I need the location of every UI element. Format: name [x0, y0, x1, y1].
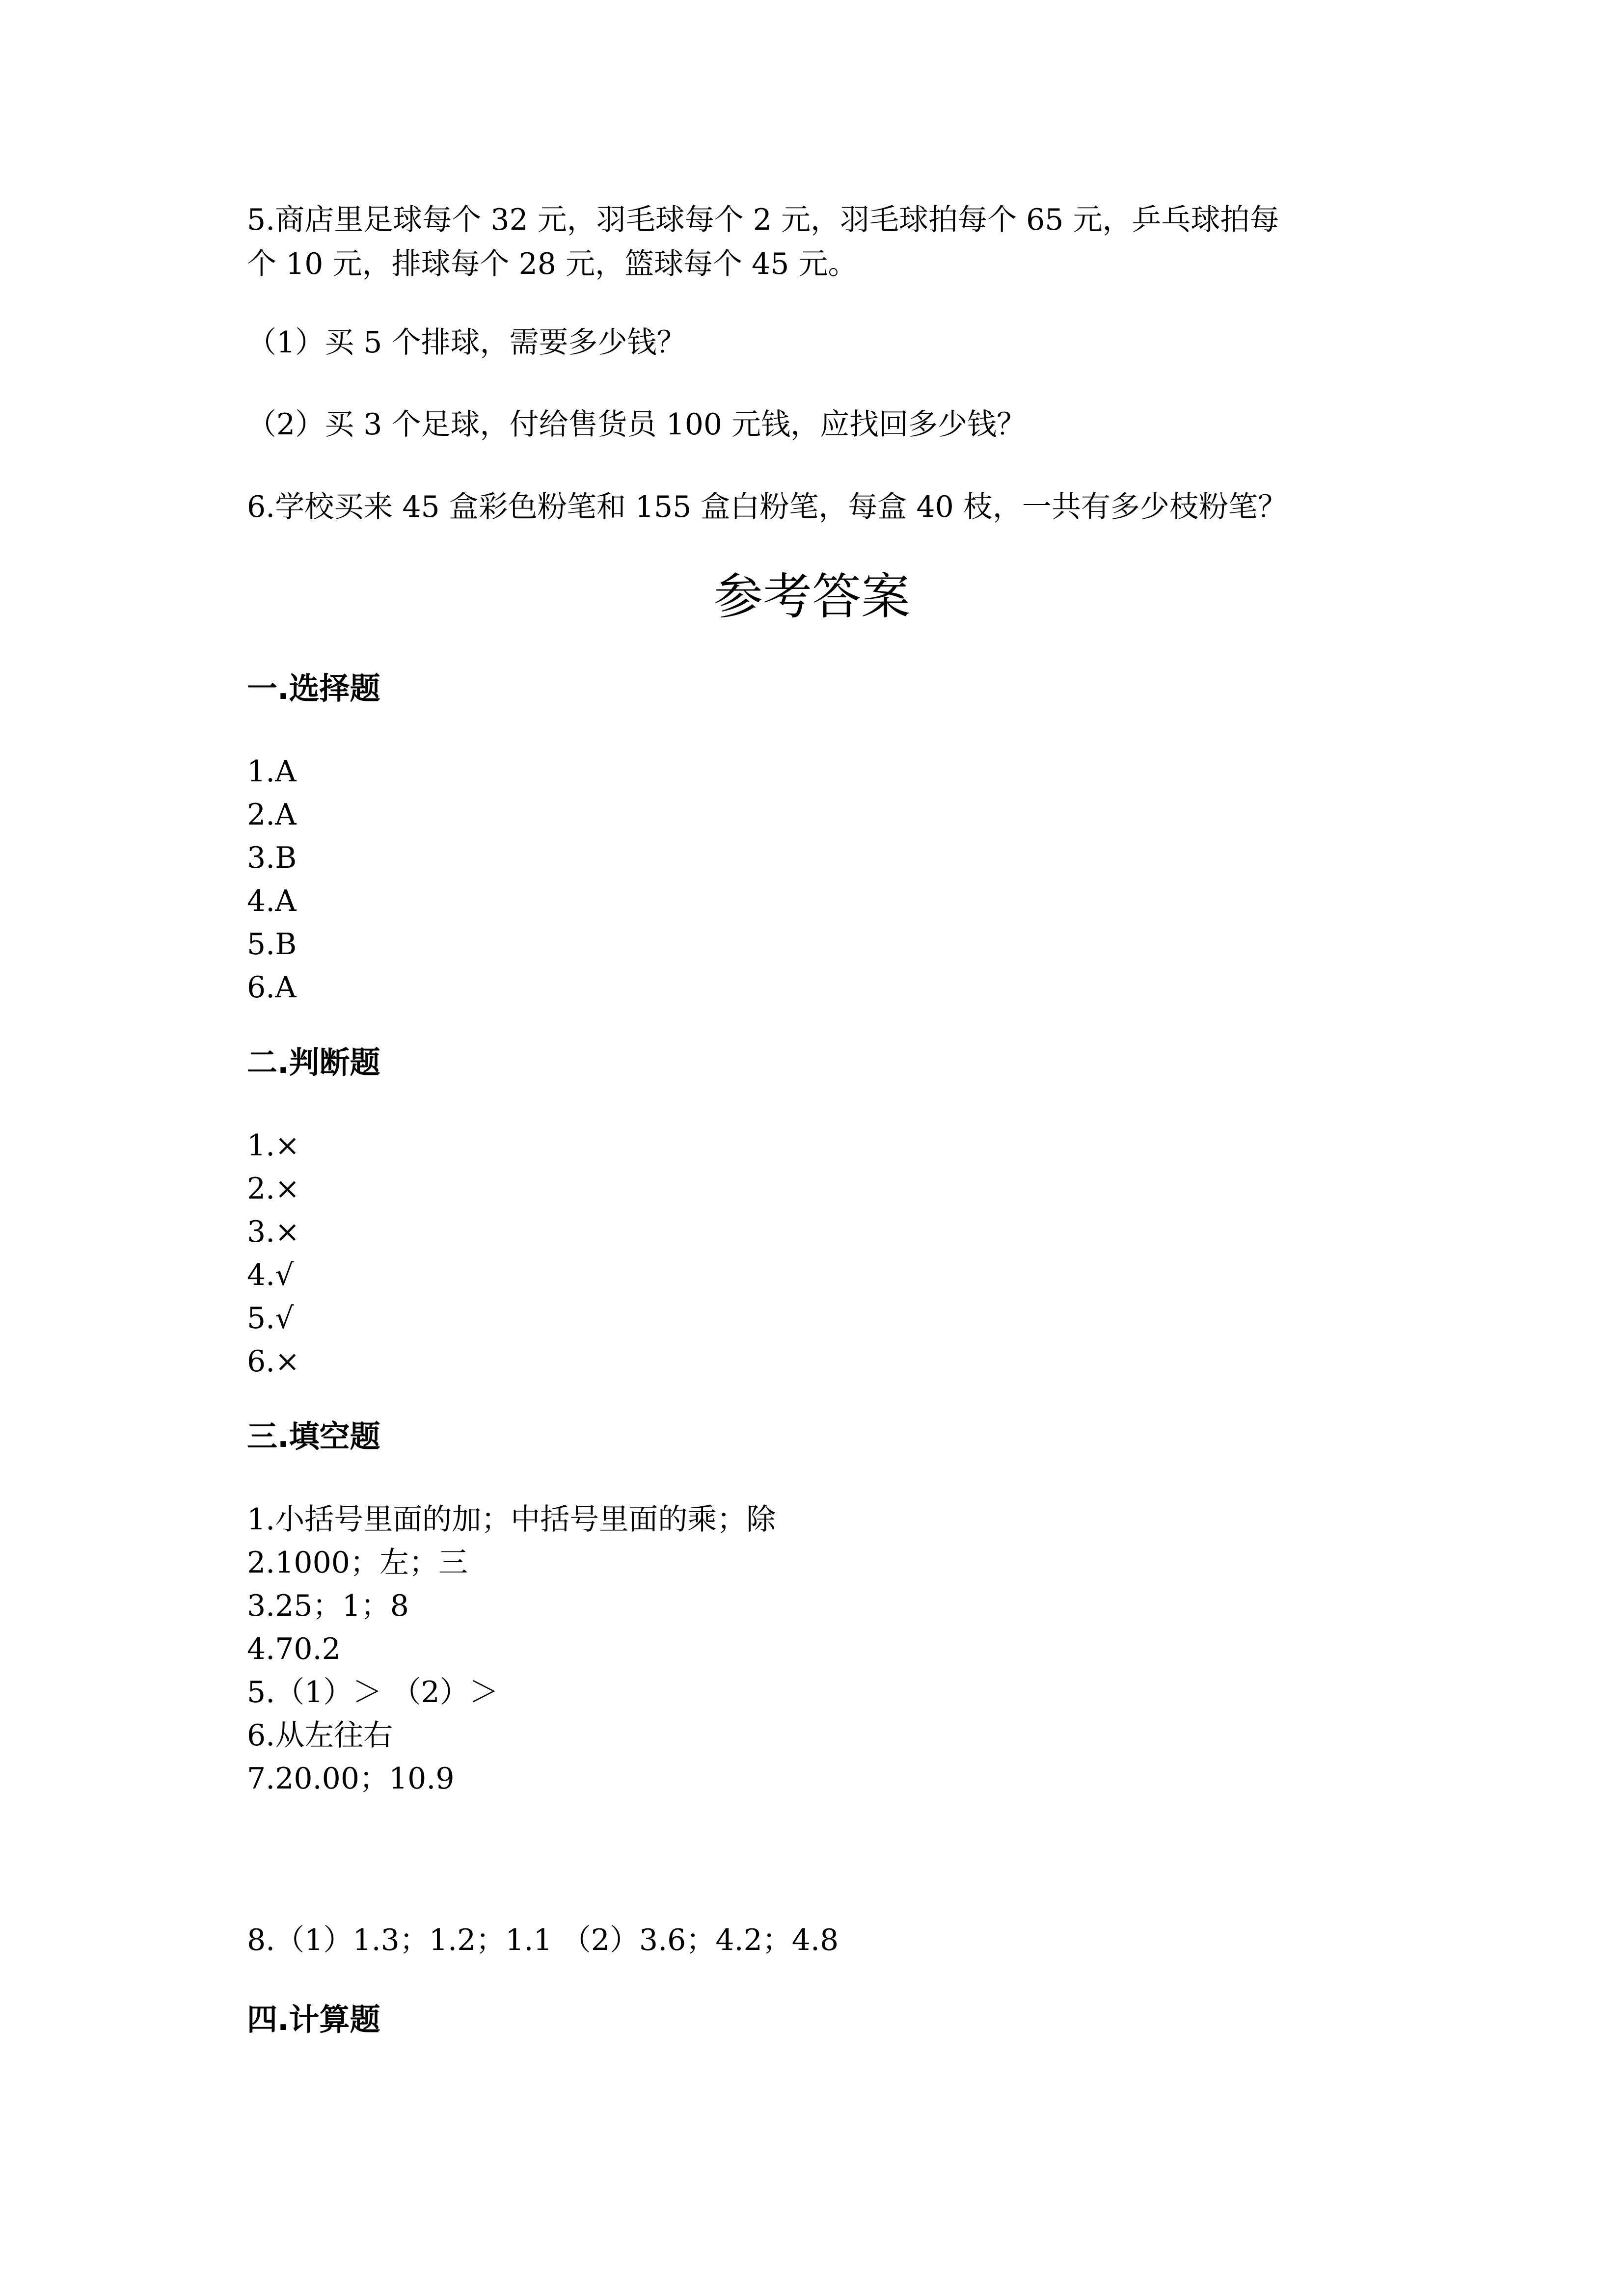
answer-item: 5.B: [247, 927, 297, 961]
question-6: 6.学校买来 45 盒彩色粉笔和 155 盒白粉笔，每盒 40 枝，一共有多少枝粉笔？: [247, 490, 1287, 524]
answer-item: 3.25；1；8: [247, 1589, 409, 1623]
section-heading-calculation: 四.计算题: [247, 2002, 380, 2037]
answer-item: 6.×: [247, 1344, 300, 1379]
section-heading-fill-blank: 三.填空题: [247, 1418, 380, 1454]
answer-item: 2.1000；左；三: [247, 1546, 468, 1580]
answer-item: 6.A: [247, 970, 297, 1005]
answer-item: 4.A: [247, 884, 297, 918]
answer-title: 参考答案: [714, 568, 910, 625]
answer-item: 1.×: [247, 1128, 300, 1163]
question-5-line-2: 个 10 元，排球每个 28 元，篮球每个 45 元。: [247, 247, 858, 281]
answer-item: 3.B: [247, 841, 297, 875]
answer-item: 5.（1）＞ （2）＞: [247, 1675, 499, 1709]
answer-item: 7.20.00；10.9: [247, 1762, 455, 1796]
answer-item: 3.×: [247, 1215, 300, 1249]
answer-item: 2.A: [247, 798, 297, 832]
answer-item: 4.√: [247, 1258, 294, 1292]
answer-item: 2.×: [247, 1172, 300, 1206]
question-5-line-1: 5.商店里足球每个 32 元，羽毛球每个 2 元，羽毛球拍每个 65 元，乒乓球拍每: [247, 203, 1279, 237]
question-5-subquestion-2: （2）买 3 个足球，付给售货员 100 元钱，应找回多少钱？: [247, 407, 1027, 442]
answer-item: 8.（1）1.3；1.2；1.1 （2）3.6；4.2；4.8: [247, 1923, 839, 1957]
answer-item: 5.√: [247, 1301, 294, 1335]
answer-item: 6.从左往右: [247, 1718, 393, 1753]
section-heading-choice: 一.选择题: [247, 670, 380, 706]
answer-item: 1.小括号里面的加；中括号里面的乘；除: [247, 1502, 776, 1537]
answer-item: 1.A: [247, 754, 297, 789]
question-5-subquestion-1: （1）买 5 个排球，需要多少钱？: [247, 325, 686, 360]
section-heading-judgment: 二.判断题: [247, 1044, 380, 1080]
answer-item: 4.70.2: [247, 1632, 341, 1666]
